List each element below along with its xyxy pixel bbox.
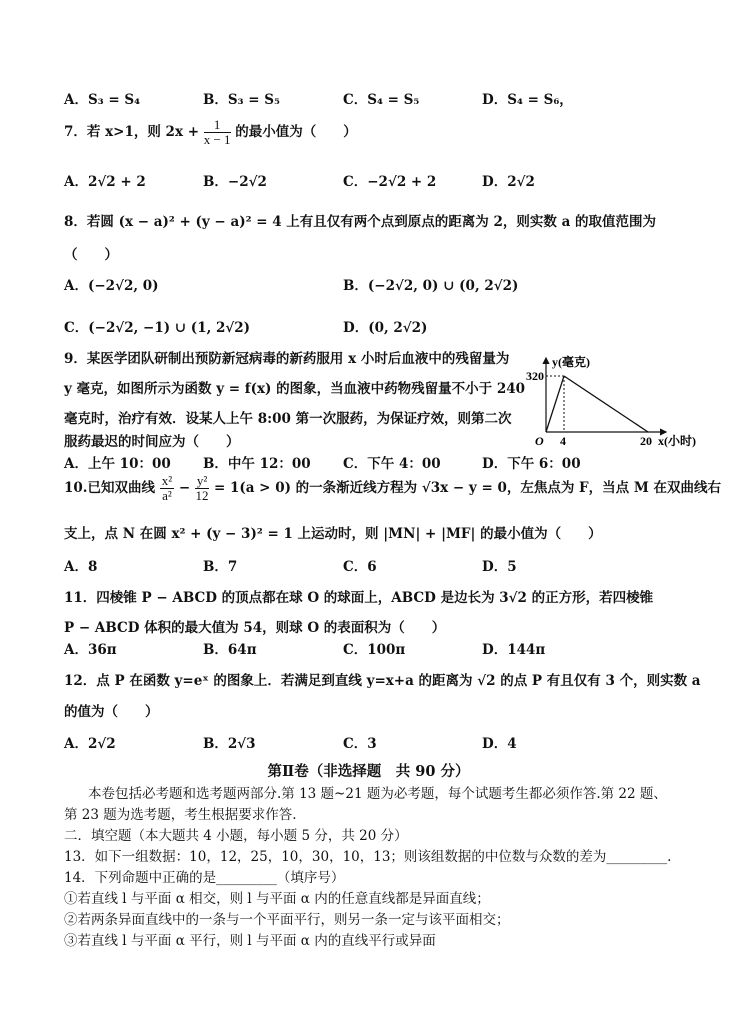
q9-option-a: A．上午 10：00 [64,456,171,472]
q14-stem: 14．下列命题中正确的是_________（填序号） [64,870,345,886]
q9-line-4: 服药最迟的时间应为（ ） [64,434,240,450]
q9-option-d: D．下午 6：00 [482,456,581,472]
q7-option-c: C．−2√2 + 2 [343,174,437,190]
q10-option-b: B．7 [203,559,238,575]
q12-option-d: D．4 [482,736,517,752]
q14-item-1: ①若直线 l 与平面 α 相交，则 l 与平面 α 内的任意直线都是异面直线； [64,891,490,907]
x-tick-20: 20 [640,434,652,448]
q14-item-2: ②若两条异面直线中的一条与一个平面平行，则另一条一定与该平面相交； [64,912,510,928]
q10-option-a: A．8 [64,559,98,575]
x-tick-4: 4 [560,434,566,448]
q9-line-3: 毫克时，治疗有效．设某人上午 8:00 第一次服药，为保证疗效，则第二次 [64,411,512,427]
q11-option-c: C．100π [343,642,406,658]
y-axis-label: y(毫克) [552,355,590,369]
q7-option-b: B．−2√2 [203,174,267,190]
q6-option-b: B．S₃ = S₅ [203,92,280,108]
q9-graph [526,352,720,448]
q10-fraction-y: $\frac{\text{y²}}{12}$ [195,473,209,503]
q12-option-b: B．2√3 [203,736,256,752]
q8-paren: （ ） [64,247,118,263]
q9-line-2: y 毫克，如图所示为函数 y = f(x) 的图象，当血液中药物残留量不小于 240 [64,381,526,397]
q8-option-b: B．(−2√2, 0) ∪ (0, 2√2) [343,278,519,294]
q8-option-d: D．(0, 2√2) [343,320,428,336]
q6-option-c: C．S₄ = S₅ [343,92,420,108]
part2-intro-1: 本卷包括必考题和选考题两部分.第 13 题~21 题为必考题，每个试题考生都必须作答.第 22 题、 [88,786,667,802]
q10-fraction-x: $\frac{\text{x²}}{\text{a²}}$ [161,473,173,503]
part2-intro-2: 第 23 题为选考题，考生根据要求作答. [64,807,297,823]
q12-line-2: 的值为（ ） [64,704,159,720]
q9-option-c: C．下午 4：00 [343,456,441,472]
q10-line-2: 支上，点 N 在圆 x² + (y − 3)² = 1 上运动时，则 |MN| + |MF| 的最小值为（ ） [64,526,602,542]
q14-item-3: ③若直线 l 与平面 α 平行，则 l 与平面 α 内的直线平行或异面 [64,933,436,949]
section-heading: 二．填空题（本大题共 4 小题，每小题 5 分，共 20 分） [64,828,408,844]
x-axis-label: x(小时) [658,434,696,448]
q7-option-a: A．2√2 + 2 [64,174,146,190]
q11-line-2: P − ABCD 体积的最大值为 54，则球 O 的表面积为（ ） [64,620,446,636]
q12-option-c: C．3 [343,736,377,752]
q13: 13．如下一组数据：10，12，25，10，30，10，13；则该组数据的中位数与众数的差为_________. [64,849,672,865]
q11-option-b: B．64π [203,642,257,658]
q6-option-a: A．S₃ = S₄ [64,92,141,108]
q11-option-a: A．36π [64,642,117,658]
q9-option-b: B．中午 12：00 [203,456,311,472]
q8-stem: 8．若圆 (x − a)² + (y − a)² = 4 上有且仅有两个点到原点的距离为 2，则实数 a 的取值范围为 [64,214,657,230]
q8-option-a: A．(−2√2, 0) [64,278,159,294]
q11-line-1: 11．四棱锥 P − ABCD 的顶点都在球 O 的球面上，ABCD 是边长为 3√2 的正方形，若四棱锥 [64,590,654,606]
part2-title: 第Ⅱ卷（非选择题 共 90 分） [267,763,470,780]
q11-option-d: D．144π [482,642,546,658]
q8-option-c: C．(−2√2, −1) ∪ (1, 2√2) [64,320,251,336]
q7-fraction: $\frac{1}{x - 1}$ [203,117,231,147]
y-tick-320: 320 [526,369,544,383]
falling-segment [564,376,648,432]
origin-label: O [535,434,544,448]
q9-line-1: 9．某医学团队研制出预防新冠病毒的新药服用 x 小时后血液中的残留量为 [64,351,510,367]
q7-stem: 7．若 x>1，则 2x + $\frac{1}{x - 1}$ 的最小值为（ ） [64,117,357,147]
q10-option-d: D．5 [482,559,517,575]
q7-option-d: D．2√2 [482,174,535,190]
q10-option-c: C．6 [343,559,377,575]
q12-line-1: 12．点 P 在函数 y=eˣ 的图象上．若满足到直线 y=x+a 的距离为 √2 的点 P 有且仅有 3 个，则实数 a [64,673,701,689]
q10-line-1: 10.已知双曲线 $\frac{\text{x²}}{\text{a²}}$ − $\frac{\text{y²}}{12}$ = 1(a > 0) 的一条渐近线方程为 √3x − y = 0，左焦点为 F，当点 M 在双曲线右 [64,473,721,503]
q6-option-d: D．S₄ = S₆， [482,92,573,108]
rising-segment [546,376,564,432]
q12-option-a: A．2√2 [64,736,116,752]
